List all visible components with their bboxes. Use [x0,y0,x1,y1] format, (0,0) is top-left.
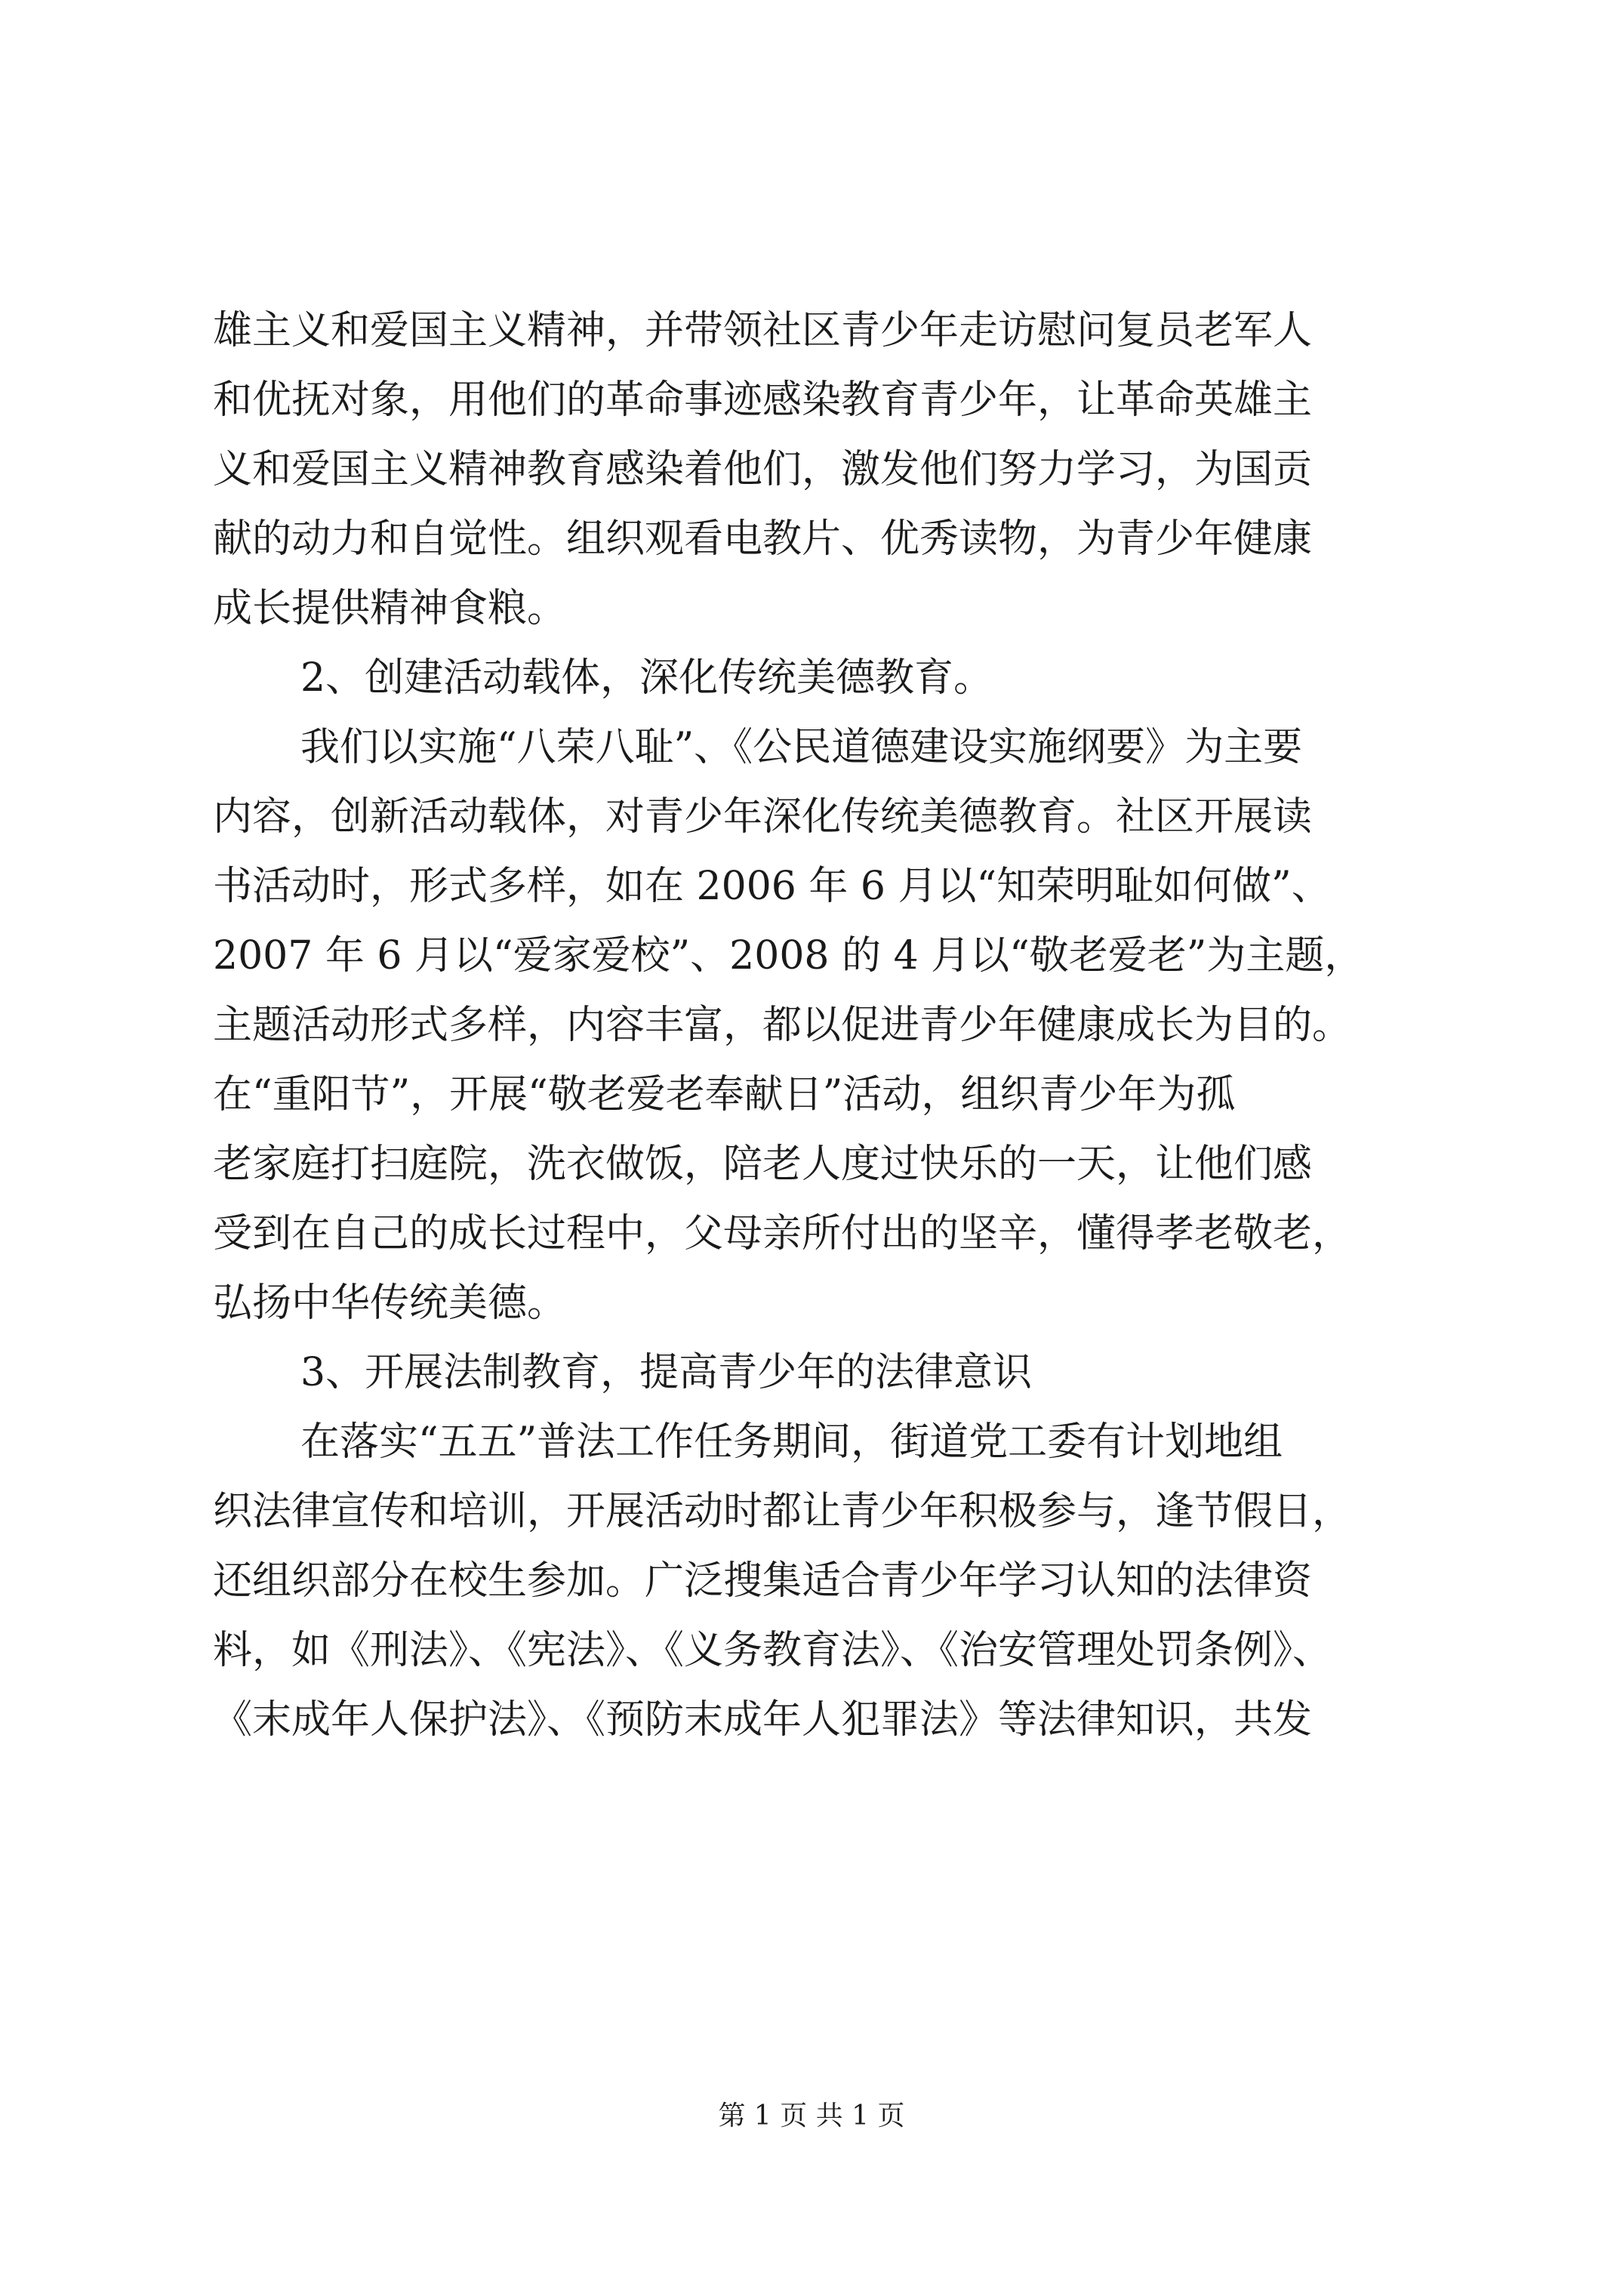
text-line: 内容，创新活动载体，对青少年深化传统美德教育。社区开展读 [213,794,1313,840]
text-line: 料，如《刑法》、《宪法》、《义务教育法》、《治安管理处罚条例》、 [213,1628,1332,1673]
text-line: 老家庭打扫庭院，洗衣做饭，陪老人度过快乐的一天，让他们感 [213,1142,1313,1187]
text-line: 成长提供精神食粮。 [213,586,567,631]
text-line: 雄主义和爱国主义精神，并带领社区青少年走访慰问复员老军人 [213,308,1313,353]
section-heading: 2、创建活动载体，深化传统美德教育。 [300,655,993,701]
text-line: 和优抚对象，用他们的革命事迹感染教育青少年，让革命英雄主 [213,378,1313,423]
section-heading: 3、开展法制教育，提高青少年的法律意识 [300,1350,1033,1395]
text-line: 在“重阳节”，开展“敬老爱老奉献日”活动，组织青少年为孤 [213,1072,1236,1117]
text-line: 还组织部分在校生参加。广泛搜集适合青少年学习认知的法律资 [213,1558,1313,1604]
text-line: 受到在自己的成长过程中，父母亲所付出的坚辛，懂得孝老敬老， [213,1211,1352,1256]
text-line: 主题活动形式多样，内容丰富，都以促进青少年健康成长为目的。 [213,1003,1352,1048]
text-line: 义和爱国主义精神教育感染着他们，激发他们努力学习，为国贡 [213,447,1313,492]
text-line: 织法律宣传和培训，开展活动时都让青少年积极参与，逢节假日， [213,1489,1352,1534]
text-line: 书活动时，形式多样，如在 2006 年 6 月以“知荣明耻如何做”、 [213,864,1331,909]
text-line: 在落实“五五”普法工作任务期间，街道党工委有计划地组 [300,1419,1283,1465]
text-line: 弘扬中华传统美德。 [213,1281,567,1326]
text-line: 献的动力和自觉性。组织观看电教片、优秀读物，为青少年健康 [213,516,1313,562]
document-body [213,296,1451,1755]
text-line: 《末成年人保护法》、《预防末成年人犯罪法》等法律知识，共发 [213,1697,1313,1743]
page-number-footer: 第 1 页 共 1 页 [718,2100,905,2131]
text-line: 2007 年 6 月以“爱家爱校”、2008 的 4 月以“敬老爱老”为主题， [213,933,1364,978]
text-line: 我们以实施“八荣八耻”、《公民道德建设实施纲要》为主要 [300,725,1303,770]
